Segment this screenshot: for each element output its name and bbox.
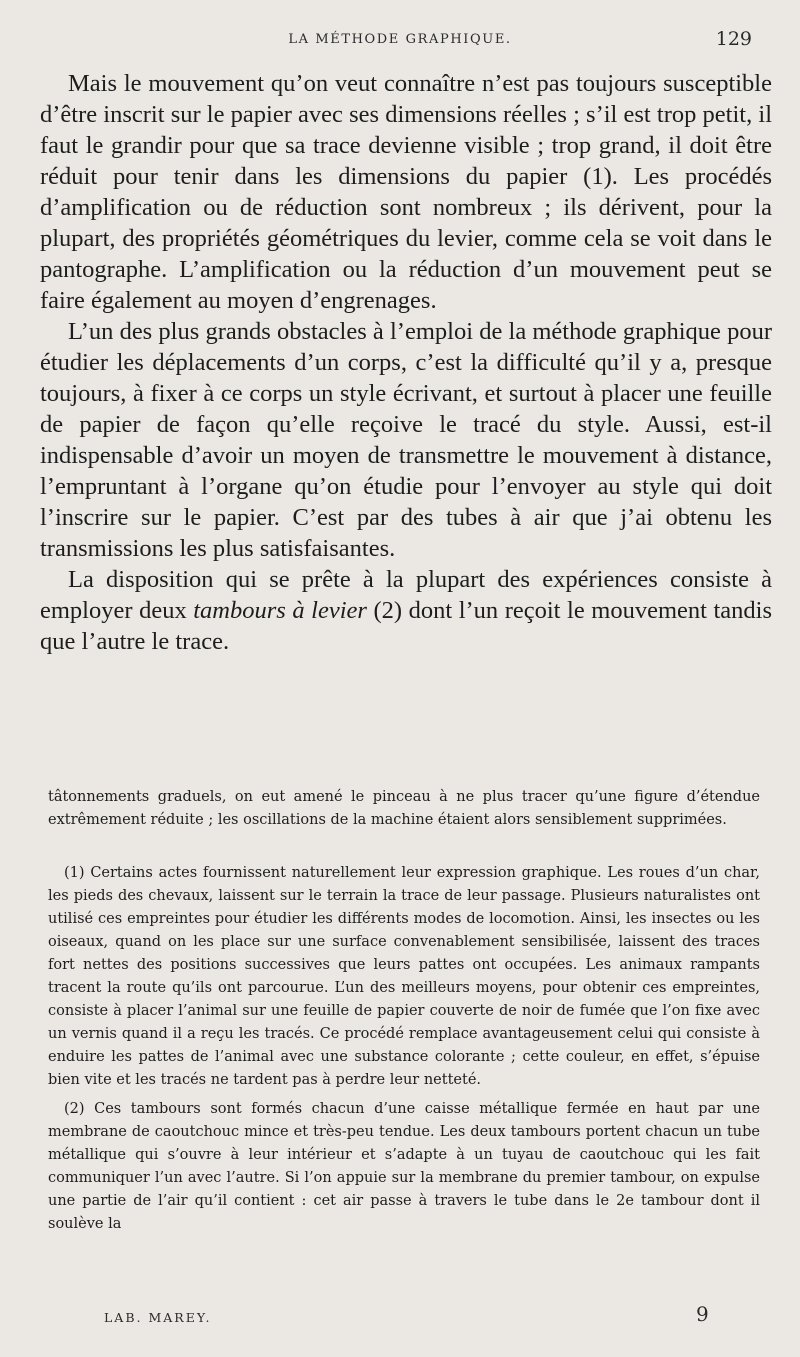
footnote-text: tâtonnements graduels, on eut amené le pinceau à ne plus tracer qu’une figure d’étendue extrêmement réduite ; les oscillations de la machine étaient alors sensiblement supprimées. [48, 789, 760, 828]
paragraph: L’un des plus grands obstacles à l’emploi de la méthode graphique pour étudier les déplacements d’un corps, c’est la difficulté qu’il y a, presque toujours, à fixer à ce corps un style écrivant, et surtout à placer une feuille de papier de façon qu’elle reçoive le tracé du style. Aussi, est-il indispensable d’avoir un moyen de transmettre le mouvement à distance, l’empruntant à l’organe qu’on étudie pour l’envoyer au style qui doit l’inscrire sur le papier. C’est par des tubes à air que j’ai obtenu les transmissions les plus satisfaisantes. [40, 318, 772, 562]
footnote-2: (2) Ces tambours sont formés chacun d’une caisse métallique fermée en haut par une membrane de caoutchouc mince et très-peu tendue. Les deux tambours portent chacun un tube métallique qui s’ouvre à leur intérieur et s’adapte à un tuyau de caoutchouc qui les fait communiquer l’un avec l’autre. Si l’on appuie sur la membrane du premier tambour, on expulse une partie de l’air qu’il contient : cet air passe à travers le tube dans le 2e tambour dont il soulève la [48, 1101, 760, 1232]
page-header [0, 26, 800, 56]
signature-mark: LAB. MAREY. [104, 1310, 212, 1325]
running-title: LA MÉTHODE GRAPHIQUE. [288, 32, 512, 47]
page-number: 129 [715, 28, 752, 50]
paragraph: Mais le mouvement qu’on veut connaître n’est pas toujours susceptible d’être inscrit sur le papier avec ses dimensions réelles ; s’il est trop petit, il faut le grandir pour que sa trace devienne visible ; trop grand, il doit être réduit pour tenir dans les dimensions du papier (1). Les procédés d’amplification ou de réduction sont nombreux ; ils dérivent, pour la plupart, des propriétés géométriques du levier, comme cela se voit dans le pantographe. L’amplification ou la réduction d’un mouvement peut se faire également au moyen d’engrenages. [40, 70, 772, 314]
footnotes [48, 862, 760, 1242]
footnote-continuation [48, 786, 760, 832]
page-footer [0, 1302, 800, 1332]
sheet-number: 9 [696, 1302, 709, 1326]
paragraph-text: La disposition qui se prête à la plupart des expériences consiste à employer deux [40, 566, 772, 624]
main-text [40, 68, 772, 657]
paragraph [40, 564, 772, 657]
italic-term: tambours à levier [193, 597, 367, 624]
paragraph-text: (2) dont l’un reçoit le mouvement tandis que l’autre le trace. [40, 597, 772, 655]
footnote-1: (1) Certains actes fournissent naturellement leur expression graphique. Les roues d’un char, les pieds des chevaux, laissent sur le terrain la trace de leur passage. Plusieurs naturalistes ont utilisé ces empreintes pour étudier les différents modes de locomotion. Ainsi, les insectes ou les oiseaux, quand on les place sur une surface convenablement sensibilisée, laissent des traces fort nettes des positions successives que leurs pattes ont occupées. Les animaux rampants tracent la route qu’ils ont parcourue. L’un des meilleurs moyens, pour obtenir ces empreintes, consiste à placer l’animal sur une feuille de papier couverte de noir de fumée que l’on fixe avec un vernis quand il a reçu les tracés. Ce procédé remplace avantageusement celui qui consiste à enduire les pattes de l’animal avec une substance colorante ; cette couleur, en effet, s’épuise bien vite et les tracés ne tardent pas à perdre leur netteté. [48, 865, 760, 1088]
